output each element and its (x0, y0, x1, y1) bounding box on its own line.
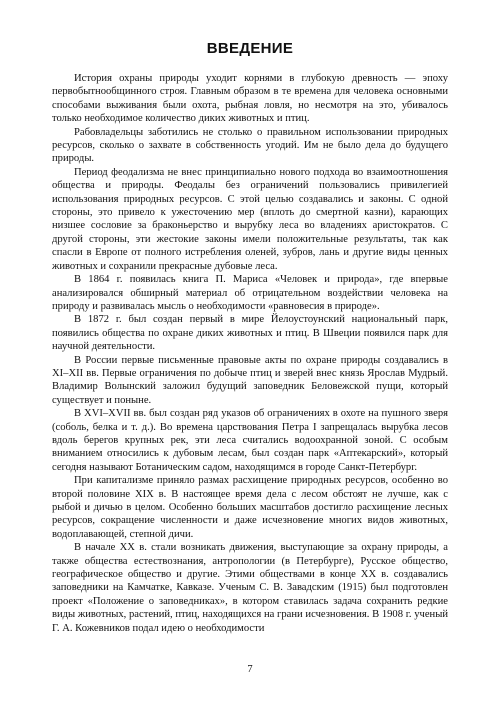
paragraph: В XVI–XVII вв. был создан ряд указов об ограничениях в охоте на пушного зверя (соболь, белка и т. д.). Во времена царствования Петра I запрещалась вырубка лесов вдоль берегов крупных рек, эти леса считались водоохранной зоной. С особым вниманием относились к дубовым лесам, был создан парк «Аптекарский», который сегодня называют Ботаническим садом, находящимся в городе Санкт-Петербург. (52, 408, 448, 473)
page-number: 7 (247, 664, 253, 675)
chapter-title: ВВЕДЕНИЕ (206, 40, 294, 57)
paragraph: В России первые письменные правовые акты по охране природы создавались в XI–XII вв. Первые ограничения по добыче птиц и зверей внес князь Ярослав Мудрый. Владимир Волынский заложил будущий заповедник Беловежской пущи, который существует и поныне. (52, 354, 448, 406)
paragraph: Рабовладельцы заботились не столько о правильном использовании природных ресурсов, сколько о захвате в собственность угодий. Им не было дела до будущего природы. (52, 126, 448, 165)
paragraph: История охраны природы уходит корнями в глубокую древность — эпоху первобытнообщинного строя. Главным образом в те времена для человека основными способами выживания были охота, рыбная ловля, но несмотря на это, убивалось только необходимое количество диких животных и птиц. (52, 73, 448, 125)
paragraph: В начале XX в. стали возникать движения, выступающие за охрану природы, а также общества естествознания, антропологии (в Петербурге), Русское общество, географическое общество и другие. Этими обществами в конце XX в. создавались заповедники на Камчатке, Кавказе. Ученым С. В. Завадским (1915) был подготовлен проект «Положение о заповедниках», в котором ставилась задача сохранить редкие виды животных, растений, птиц, находящихся на грани исчезновения. В 1908 г. ученый Г. А. Кожевников подал идею о необходимости (52, 542, 448, 634)
paragraph: При капитализме приняло размах расхищение природных ресурсов, особенно во второй половине XIX в. В настоящее время дела с лесом обстоят не лучше, как с рыбой и дичью в целом. Особенно больших масштабов достигло расхищение лесных ресурсов, сокращение численности и даже исчезновение многих видов животных, водоплавающей, степной дичи. (52, 475, 448, 540)
document-page (52, 40, 448, 635)
paragraph: В 1872 г. был создан первый в мире Йелоустоунский национальный парк, появились общества по охране диких животных и птиц. В Швеции появился парк для научной деятельности. (52, 314, 448, 353)
paragraph: Период феодализма не внес принципиально нового подхода во взаимоотношения общества и природы. Феодалы без ограничений пользовались привилегией использования природных ресурсов. С этой целью создавались и законы. С одной стороны, это привело к ужесточению мер (вплоть до смертной казни), карающих низшее сословие за браконьерство и вырубку леса во владениях аристократов. С другой стороны, эти жестокие законы имели положительные результаты, так как спасли в Европе от полного истребления оленей, зубров, лань и другие виды ценных животных и сохранили прекрасные дубовые леса. (52, 166, 448, 272)
paragraph: В 1864 г. появилась книга П. Мариса «Человек и природа», где впервые анализировался обширный материал об отрицательном воздействии человека на природу и развивалась мысль о необходимости «равновесия в природе». (52, 274, 448, 312)
